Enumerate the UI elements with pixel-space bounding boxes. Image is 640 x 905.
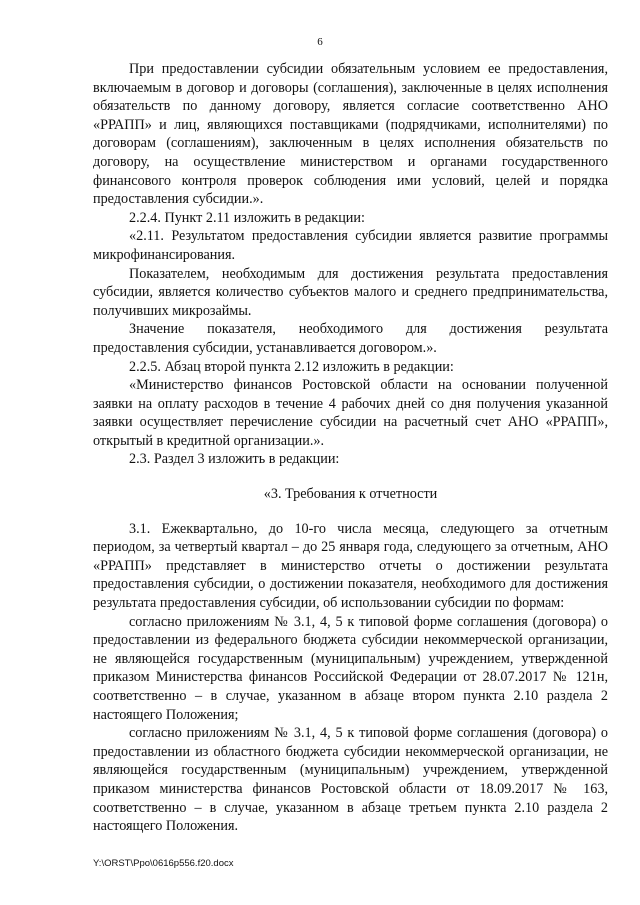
footer-file-path: Y:\ORST\Ppo\0616p556.f20.docx: [93, 858, 234, 869]
paragraph-amend-2-11: 2.2.4. Пункт 2.11 изложить в редакции:: [129, 209, 365, 226]
paragraph-reporting-3-1: 3.1. Ежеквартально, до 10-го числа месяца, следующего за отчетным периодом, за четвертый квартал – до 25 января года, следующего за отчетным, АНО «РРАПП» представляет в министерство отчеты о достижении результата предоставления субсидии, о достижении показателя, необходимого для достижения результата предоставления субсидии, об использовании субсидии по формам:: [93, 520, 608, 612]
page-number: 6: [317, 36, 323, 48]
paragraph-regional-form: согласно приложениям № 3.1, 4, 5 к типовой форме соглашения (договора) о предоставлении из областного бюджета субсидии некоммерческой организации, не являющейся государственным (муниципальным) учреждением, утвержденной приказом министерства финансов Ростовской области от 18.09.2017 № 163, соответственно – в случае, указанном в абзаце третьем пункта 2.10 раздела 2 настоящего Положения.: [93, 725, 608, 835]
paragraph-indicator: Показателем, необходимым для достижения результата предоставления субсидии, является количество субъектов малого и среднего предпринимательства, получивших микрозаймы.: [93, 265, 608, 319]
paragraph-ministry-transfer: «Министерство финансов Ростовской области на основании полученной заявки на оплату расходов в течение 4 рабочих дней со дня получения указанной заявки осуществляет перечисление субсидии на расчетный счет АНО «РРАПП», открытый в кредитной организации.».: [93, 377, 608, 449]
paragraph-federal-form: согласно приложениям № 3.1, 4, 5 к типовой форме соглашения (договора) о предоставлении из федерального бюджета субсидии некоммерческой организации, не являющейся государственным (муниципальным) учреждением, утвержденной приказом Министерства финансов Российской Федерации от 28.07.2017 № 121н, соответственно – в случае, указанном в абзаце втором пункта 2.10 раздела 2 настоящего Положения;: [93, 613, 608, 723]
paragraph-amend-2-12: 2.2.5. Абзац второй пункта 2.12 изложить в редакции:: [129, 358, 454, 375]
paragraph-subsidy-condition: При предоставлении субсидии обязательным условием ее предоставления, включаемым в договор и договоры (соглашения), заключенные в целях исполнения обязательств по данному договору, является согласие соответственно АНО «РРАПП» и лиц, являющихся поставщиками (подрядчиками, исполнителями) по договорам (соглашениям), заключенным в целях исполнения обязательств по договору, на осуществление министерством и органами государственного финансового контроля проверок соблюдения ими условий, целей и порядка предоставления субсидии.».: [93, 61, 608, 208]
paragraph-indicator-value: Значение показателя, необходимого для достижения результата предоставления субсидии, устанавливается договором.».: [93, 321, 608, 356]
paragraph-result: «2.11. Результатом предоставления субсидии является развитие программы микрофинансирования.: [93, 228, 608, 263]
document-body: [93, 60, 608, 836]
section-heading: «3. Требования к отчетности: [263, 486, 438, 503]
paragraph-amend-section-3: 2.3. Раздел 3 изложить в редакции:: [129, 451, 340, 468]
